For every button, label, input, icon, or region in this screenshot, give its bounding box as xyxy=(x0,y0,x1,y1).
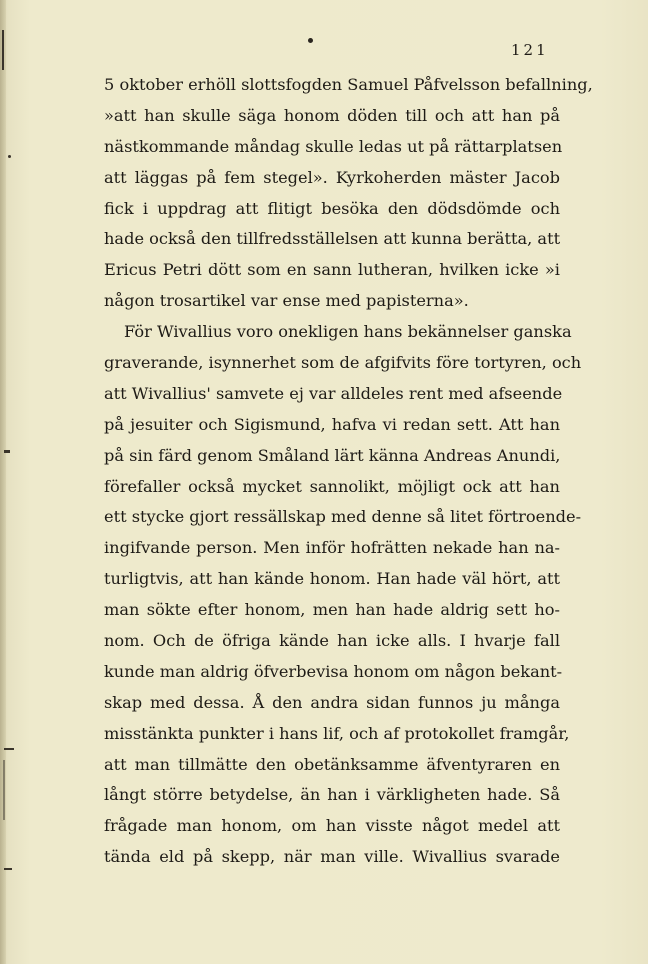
margin-mark xyxy=(4,450,10,453)
margin-mark xyxy=(4,748,14,750)
margin-mark xyxy=(2,30,4,70)
text-line: ingifvande person. Men inför hofrätten nekade han na- xyxy=(104,538,560,558)
text-line: hade också den tillfredsställelsen att kunna berätta, att xyxy=(104,229,561,249)
text-line: skap med dessa. Å den andra sidan funnos ju många xyxy=(104,692,560,712)
text-line: turligtvis, att han kände honom. Han hade väl hört, att xyxy=(104,569,560,589)
text-line: att man tillmätte den obetänksamme äfventyraren en xyxy=(104,754,560,774)
text-line: nom. Och de öfriga kände han icke alls. I hvarje fall xyxy=(104,631,560,651)
text-line: förefaller också mycket sannolikt, möjligt ock att han xyxy=(104,476,560,496)
text-line: »att han skulle säga honom döden till och att han på xyxy=(104,105,560,125)
text-line: graverande, isynnerhet som de afgifvits före tortyren, och xyxy=(104,353,582,373)
text-line: långt större betydelse, än han i värkligheten hade. Så xyxy=(104,785,560,805)
text-line: på jesuiter och Sigismund, hafva vi redan sett. Att han xyxy=(104,414,560,434)
margin-mark xyxy=(4,868,12,870)
text-line: någon trosartikel var ense med papisterna». xyxy=(104,291,469,311)
text-line: Ericus Petri dött som en sann lutheran, hvilken icke »i xyxy=(104,260,560,280)
text-line: fick i uppdrag att flitigt besöka den dödsdömde och xyxy=(104,198,560,218)
page-number: 121 xyxy=(511,41,549,59)
text-line: 5 oktober erhöll slottsfogden Samuel Påfvelsson befallning, xyxy=(104,75,593,94)
margin-mark xyxy=(3,760,5,820)
text-line: misstänkta punkter i hans lif, och af protokollet framgår, xyxy=(104,723,570,743)
text-line: frågade man honom, om han visste något medel att xyxy=(104,816,560,836)
text-line: tända eld på skepp, när man ville. Wivallius svarade xyxy=(104,847,560,867)
margin-mark xyxy=(8,155,11,158)
text-line: på sin färd genom Småland lärt känna Andreas Anundi, xyxy=(104,445,561,465)
ink-dot xyxy=(308,38,313,43)
text-line: att läggas på fem stegel». Kyrkoherden mäster Jacob xyxy=(104,167,560,187)
text-line: ett stycke gjort ressällskap med denne så litet förtroende- xyxy=(104,507,582,527)
text-line: man sökte efter honom, men han hade aldrig sett ho- xyxy=(104,600,560,620)
text-line: För Wivallius voro onekligen hans bekännelser ganska xyxy=(124,322,572,342)
text-line: att Wivallius' samvete ej var alldeles rent med afseende xyxy=(104,383,563,403)
text-line: nästkommande måndag skulle ledas ut på rättarplatsen xyxy=(104,136,563,156)
text-line: kunde man aldrig öfverbevisa honom om någon bekant- xyxy=(104,661,563,681)
body-text xyxy=(104,70,593,873)
